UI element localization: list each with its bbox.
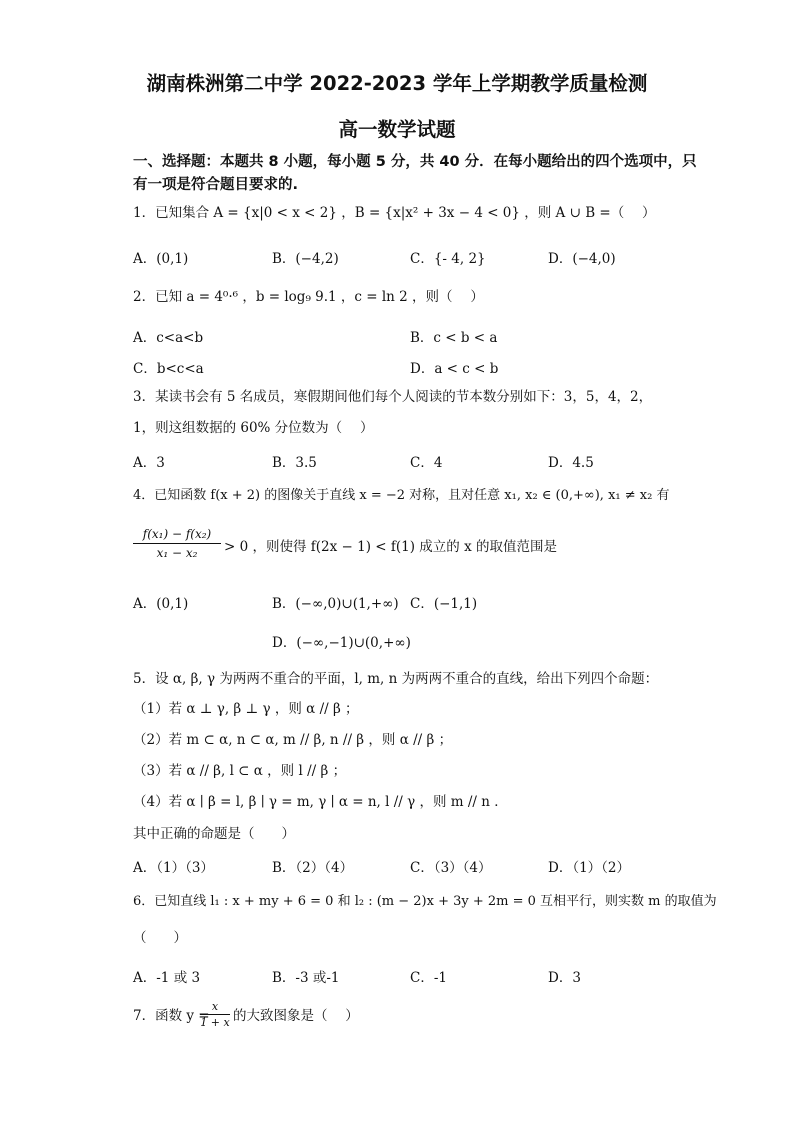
section-heading: 一、选择题：本题共 8 小题，每小题 5 分，共 40 分．在每小题给出的四个选项中，只 <box>133 154 697 170</box>
q3-option-c: C．4 <box>410 455 443 471</box>
q3-option-b: B．3.5 <box>272 455 317 471</box>
q1-option-a: A．(0,1) <box>133 251 189 267</box>
exam-title: 湖南株洲第二中学 2022-2023 学年上学期教学质量检测 <box>146 72 648 95</box>
question-3-stem: 3．某读书会有 5 名成员，寒假期间他们每个人阅读的节本数分别如下：3，5，4，2， <box>133 389 653 405</box>
q5-option-c: C．（3）（4） <box>410 860 492 876</box>
question-1-stem: 1．已知集合 A = {x|0 < x < 2} ，B = {x|x² + 3x − 4 < 0} ，则 A ∪ B =（ ） <box>133 205 656 221</box>
exam-subtitle: 高一数学试题 <box>338 118 456 141</box>
q2-option-a: A．c<a<b <box>133 330 204 346</box>
q6-option-d: D．3 <box>548 970 581 986</box>
q7-fraction-denominator: 1 + x <box>200 1016 230 1029</box>
q5-proposition-3: （3）若 α // β, l ⊂ α ，则 l // β ； <box>133 763 347 779</box>
q3-option-a: A．3 <box>133 455 165 471</box>
q1-option-d: D．(−4,0) <box>548 251 616 267</box>
q4-option-a: A．(0,1) <box>133 596 189 612</box>
q1-option-c: C．{- 4, 2} <box>410 251 486 267</box>
question-7-prefix: 7．函数 y = <box>133 1008 210 1024</box>
q6-option-b: B．-3 或-1 <box>272 970 340 986</box>
q5-ask: 其中正确的命题是（ ） <box>133 826 295 842</box>
q4-fraction <box>133 527 221 560</box>
question-3-stem-cont: 1，则这组数据的 60% 分位数为（ ） <box>133 420 374 436</box>
question-5-stem: 5．设 α, β, γ 为两两不重合的平面，l, m, n 为两两不重合的直线，给出下列四个命题： <box>133 671 659 687</box>
q1-option-b: B．(−4,2) <box>272 251 339 267</box>
q5-proposition-4: （4）若 α ∣ β = l, β ∣ γ = m, γ ∣ α = n, l // γ ，则 m // n ． <box>133 794 508 810</box>
q2-option-d: D．a < c < b <box>410 361 499 377</box>
q5-option-d: D．（1）（2） <box>548 860 631 876</box>
q5-proposition-2: （2）若 m ⊂ α, n ⊂ α, m // β, n // β ，则 α // β ； <box>133 732 453 748</box>
q6-option-c: C．-1 <box>410 970 447 986</box>
question-6-stem: 6．已知直线 l₁ : x + my + 6 = 0 和 l₂ : (m − 2)x + 3y + 2m = 0 互相平行，则实数 m 的取值为 <box>133 894 717 909</box>
q2-option-b: B．c < b < a <box>410 330 498 346</box>
question-4-stem: 4．已知函数 f(x + 2) 的图像关于直线 x = −2 对称，且对任意 x₁, x₂ ∈ (0,+∞), x₁ ≠ x₂ 有 <box>133 488 670 503</box>
q4-option-d: D．(−∞,−1)∪(0,+∞) <box>272 635 411 651</box>
question-7-suffix: 的大致图象是（ ） <box>233 1008 359 1024</box>
q4-fraction-denominator: x₁ − x₂ <box>156 546 198 560</box>
section-heading-cont: 有一项是符合题目要求的. <box>133 177 299 193</box>
q5-option-a: A．（1）（3） <box>133 860 214 876</box>
q3-option-d: D．4.5 <box>548 455 594 471</box>
q4-fraction-numerator: f(x₁) − f(x₂) <box>133 527 221 544</box>
q5-option-b: B．（2）（4） <box>272 860 354 876</box>
q4-option-c: C．(−1,1) <box>410 596 478 612</box>
q7-fraction <box>200 1000 230 1029</box>
question-2-stem: 2．已知 a = 4⁰·⁶ ，b = log₉ 9.1 ，c = ln 2 ，则（ ） <box>133 289 484 305</box>
q6-option-a: A．-1 或 3 <box>133 970 201 986</box>
question-4-stem-cont: > 0 ，则使得 f(2x − 1) < f(1) 成立的 x 的取值范围是 <box>224 539 557 555</box>
q4-option-b: B．(−∞,0)∪(1,+∞) <box>272 596 399 612</box>
q5-proposition-1: （1）若 α ⊥ γ, β ⊥ γ ，则 α // β ； <box>133 701 359 717</box>
q7-fraction-numerator: x <box>200 1000 230 1015</box>
q2-option-c: C．b<c<a <box>133 361 204 377</box>
question-6-stem-cont: （ ） <box>133 930 187 946</box>
